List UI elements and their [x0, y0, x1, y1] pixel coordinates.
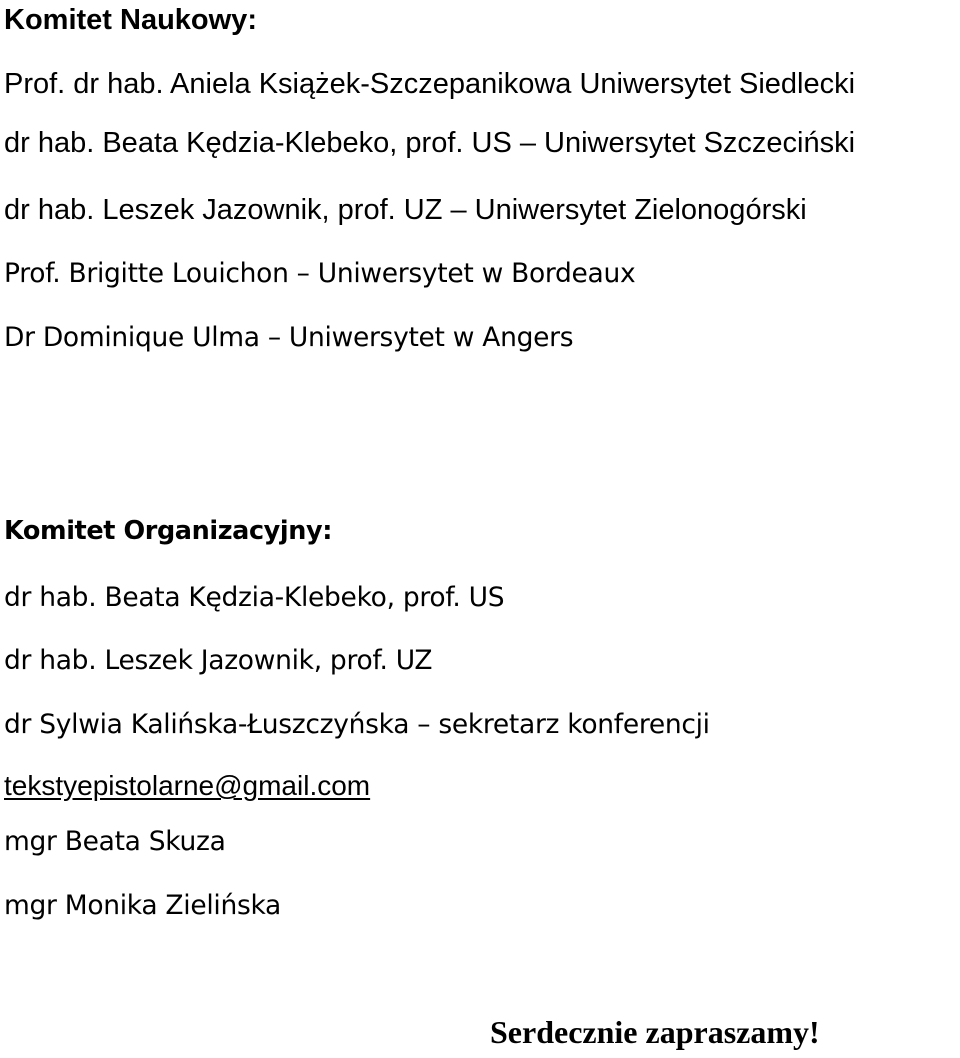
organizing-committee-member: dr hab. Beata Kędzia-Klebeko, prof. US: [4, 582, 505, 613]
organizing-committee-heading: Komitet Organizacyjny:: [4, 516, 333, 546]
organizing-committee-member: dr hab. Leszek Jazownik, prof. UZ: [4, 645, 433, 676]
closing-invitation: Serdecznie zapraszamy!: [490, 1014, 820, 1050]
organizing-committee-member: mgr Monika Zielińska: [4, 890, 281, 921]
scientific-committee-member: Prof. Brigitte Louichon – Uniwersytet w Bordeaux: [4, 258, 636, 289]
scientific-committee-member: dr hab. Leszek Jazownik, prof. UZ – Uniwersytet Zielonogórski: [4, 194, 807, 226]
scientific-committee-member: Dr Dominique Ulma – Uniwersytet w Angers: [4, 322, 574, 353]
organizing-committee-member: mgr Beata Skuza: [4, 826, 226, 857]
scientific-committee-member: Prof. dr hab. Aniela Książek-Szczepanikowa Uniwersytet Siedlecki: [4, 68, 856, 100]
scientific-committee-member: dr hab. Beata Kędzia-Klebeko, prof. US – Uniwersytet Szczeciński: [4, 127, 856, 159]
scientific-committee-heading: Komitet Naukowy:: [4, 4, 257, 36]
contact-email-link[interactable]: tekstyepistolarne@gmail.com: [4, 770, 371, 801]
organizing-committee-member: dr Sylwia Kalińska-Łuszczyńska – sekretarz konferencji: [4, 709, 710, 740]
